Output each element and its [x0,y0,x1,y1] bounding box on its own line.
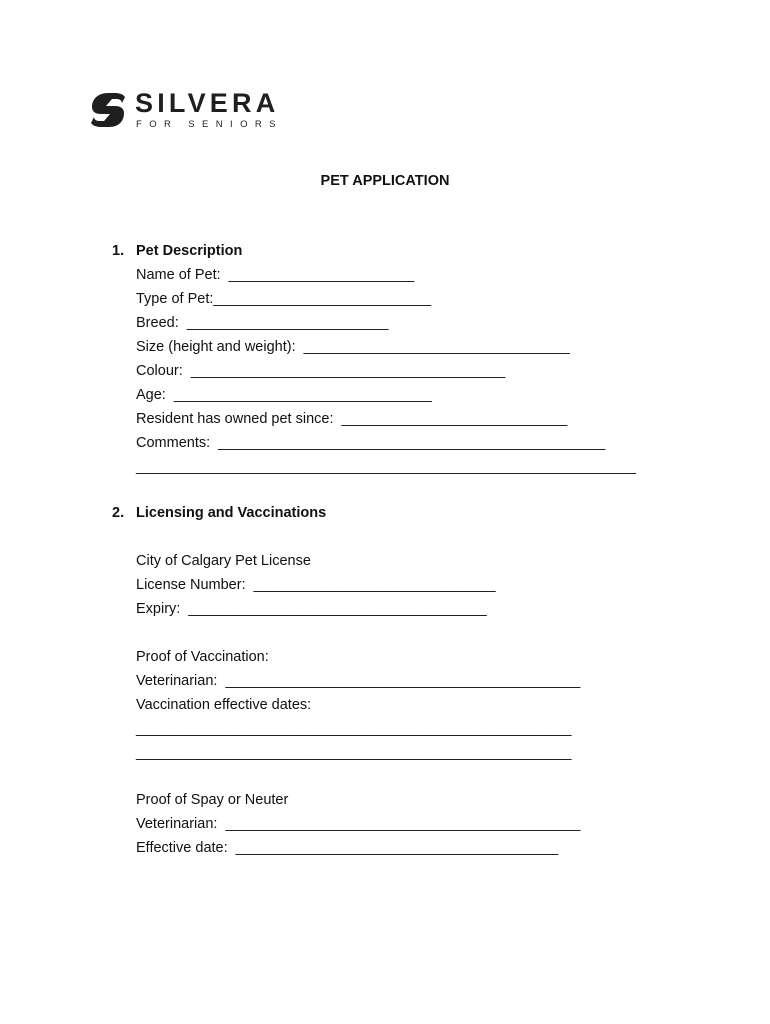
comments-field[interactable]: Comments: ________________________________________________ [136,435,606,451]
silvera-logo-icon [88,90,128,130]
vaccination-subheading: Proof of Vaccination: [136,649,269,665]
vaccination-dates-label: Vaccination effective dates: [136,697,312,713]
colour-field[interactable]: Colour: _______________________________________ [136,363,506,379]
age-field[interactable]: Age: ________________________________ [136,387,432,403]
vaccination-dates-field-2[interactable]: ______________________________________________________ [136,745,572,761]
pet-license-subheading: City of Calgary Pet License [136,553,311,569]
section-2-number: 2. [112,505,125,521]
type-of-pet-field[interactable]: Type of Pet:___________________________ [136,291,432,307]
spay-neuter-subheading: Proof of Spay or Neuter [136,792,289,808]
vaccination-veterinarian-field[interactable]: Veterinarian: ____________________________________________ [136,673,581,689]
logo-name: SILVERA [135,88,280,118]
logo-tagline: FOR SENIORS [136,119,283,130]
license-number-field[interactable]: License Number: ______________________________ [136,577,496,593]
owned-since-field[interactable]: Resident has owned pet since: ____________________________ [136,411,568,427]
section-1-heading: Pet Description [136,243,243,259]
breed-field[interactable]: Breed: _________________________ [136,315,389,331]
page-title: PET APPLICATION [320,173,450,189]
section-1-number: 1. [112,243,125,259]
spay-veterinarian-field[interactable]: Veterinarian: ____________________________________________ [136,816,581,832]
comments-field-continued[interactable]: ______________________________________________________________ [136,459,636,475]
expiry-field[interactable]: Expiry: _____________________________________ [136,601,487,617]
section-2-heading: Licensing and Vaccinations [136,505,327,521]
spay-effective-date-field[interactable]: Effective date: ________________________________________ [136,840,559,856]
size-field[interactable]: Size (height and weight): _________________________________ [136,339,570,355]
vaccination-dates-field-1[interactable]: ______________________________________________________ [136,721,572,737]
name-of-pet-field[interactable]: Name of Pet: _______________________ [136,267,415,283]
